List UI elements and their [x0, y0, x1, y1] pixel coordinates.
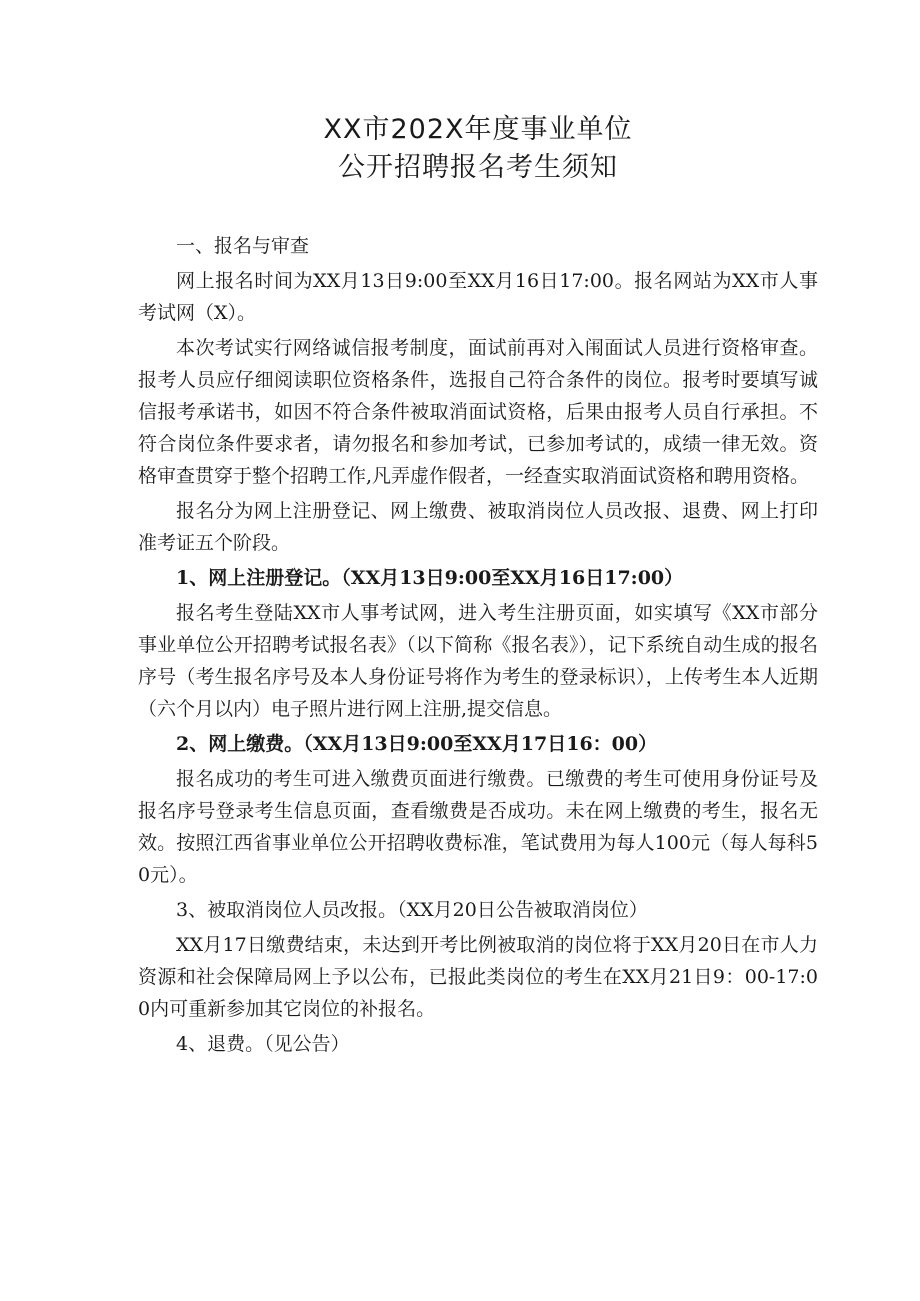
paragraph-cancelled-post-reapply: XX月17日缴费结束，未达到开考比例被取消的岗位将于XX月20日在市人力资源和社会保障局网上予以公布，已报此类岗位的考生在XX月21日9：00-17:00内可重新参加其它岗位的补报名。: [138, 934, 818, 1020]
document-page: [138, 112, 818, 1060]
paragraph-integrity-policy: 本次考试实行网络诚信报考制度，面试前再对入闱面试人员进行资格审查。报考人员应仔细阅读职位资格条件，选报自己符合条件的岗位。报考时要填写诚信报考承诺书，如因不符合条件被取消面试资格，后果由报考人员自行承担。不符合岗位条件要求者，请勿报名和参加考试，已参加考试的，成绩一律无效。资格审查贯穿于整个招聘工作,凡弄虚作假者，一经查实取消面试资格和聘用资格。: [138, 337, 818, 487]
paragraph-online-registration: 报名考生登陆XX市人事考试网，进入考生注册页面，如实填写《XX市部分事业单位公开招聘考试报名表》（以下简称《报名表》），记下系统自动生成的报名序号（考生报名序号及本人身份证号将作为考生的登录标识），上传考生本人近期（六个月以内）电子照片进行网上注册,提交信息。: [138, 602, 818, 720]
document-title-line-1: XX市202X年度事业单位: [323, 114, 633, 145]
paragraph-online-payment: 报名成功的考生可进入缴费页面进行缴费。已缴费的考生可使用身份证号及报名序号登录考生信息页面，查看缴费是否成功。未在网上缴费的考生，报名无效。按照江西省事业单位公开招聘收费标准，笔试费用为每人100元（每人每科50元）。: [138, 768, 818, 886]
paragraph-registration-time: 网上报名时间为XX月13日9:00至XX月16日17:00。报名网站为XX市人事考试网（X）。: [138, 270, 818, 324]
subheading-online-payment: 2、网上缴费。（XX月13日9:00至XX月17日16：00）: [176, 733, 658, 755]
subheading-cancelled-post-reapply: 3、被取消岗位人员改报。（XX月20日公告被取消岗位）: [176, 899, 648, 921]
document-title-line-2: 公开招聘报名考生须知: [338, 152, 618, 183]
document-body: [138, 230, 818, 1060]
subheading-refund: 4、退费。（见公告）: [176, 1033, 350, 1055]
paragraph-stages: 报名分为网上注册登记、网上缴费、被取消岗位人员改报、退费、网上打印准考证五个阶段。: [138, 500, 818, 554]
subheading-online-registration: 1、网上注册登记。（XX月13日9:00至XX月16日17:00）: [176, 567, 684, 589]
section-heading-registration: 一、报名与审查: [176, 235, 310, 257]
